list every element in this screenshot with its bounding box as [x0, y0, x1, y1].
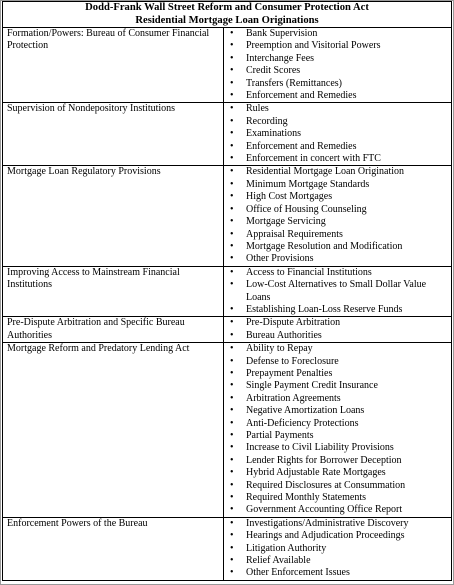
list-item: • Credit Scores: [228, 65, 447, 77]
provisions-list: [228, 518, 447, 580]
table-header-cell: [3, 2, 452, 28]
list-item: • Enforcement and Remedies: [228, 141, 447, 153]
list-item: • Mortgage Resolution and Modification: [228, 241, 447, 253]
list-item: • Rules: [228, 103, 447, 115]
list-item: • Other Provisions: [228, 253, 447, 265]
list-item: • Relief Available: [228, 555, 447, 567]
list-item: • Preemption and Visitorial Powers: [228, 40, 447, 52]
table-row: [3, 166, 452, 266]
list-item: • Bureau Authorities: [228, 330, 447, 342]
list-item: • Litigation Authority: [228, 543, 447, 555]
list-item: • Establishing Loan-Loss Reserve Funds: [228, 304, 447, 316]
category-cell: Pre-Dispute Arbitration and Specific Bureau Authorities: [3, 317, 224, 343]
list-item: • Examinations: [228, 128, 447, 140]
list-item: • Government Accounting Office Report: [228, 504, 447, 516]
list-item: • Hearings and Adjudication Proceedings: [228, 530, 447, 542]
provisions-cell: [224, 266, 452, 317]
list-item: • Hybrid Adjustable Rate Mortgages: [228, 467, 447, 479]
category-cell: Formation/Powers: Bureau of Consumer Financial Protection: [3, 28, 224, 103]
table-row: [3, 343, 452, 518]
list-item: • Ability to Repay: [228, 343, 447, 355]
provisions-list: [228, 166, 447, 265]
list-item: • Bank Supervision: [228, 28, 447, 40]
table-row: [3, 517, 452, 580]
table-subtitle: Residential Mortgage Loan Originations: [135, 14, 319, 26]
list-item: • Other Enforcement Issues: [228, 567, 447, 579]
provisions-list: [228, 103, 447, 165]
list-item: • Enforcement and Remedies: [228, 90, 447, 102]
list-item: • Enforcement in concert with FTC: [228, 153, 447, 165]
provisions-list: [228, 317, 447, 342]
category-cell: Mortgage Loan Regulatory Provisions: [3, 166, 224, 266]
list-item: • Appraisal Requirements: [228, 229, 447, 241]
provisions-cell: [224, 28, 452, 103]
list-item: • Partial Payments: [228, 430, 447, 442]
provisions-cell: [224, 103, 452, 166]
provisions-cell: [224, 317, 452, 343]
list-item: • Prepayment Penalties: [228, 368, 447, 380]
category-cell: Enforcement Powers of the Bureau: [3, 517, 224, 580]
category-cell: Supervision of Nondepository Institutions: [3, 103, 224, 166]
provisions-table: [2, 1, 452, 581]
table-row: [3, 266, 452, 317]
provisions-cell: [224, 343, 452, 518]
list-item: • Interchange Fees: [228, 53, 447, 65]
table-row: [3, 317, 452, 343]
list-item: • Office of Housing Counseling: [228, 204, 447, 216]
list-item: • Lender Rights for Borrower Deception: [228, 455, 447, 467]
list-item: • Residential Mortgage Loan Origination: [228, 166, 447, 178]
table-header-row: [3, 2, 452, 28]
list-item: • Investigations/Administrative Discovery: [228, 518, 447, 530]
category-cell: Improving Access to Mainstream Financial Institutions: [3, 266, 224, 317]
table-row: [3, 103, 452, 166]
list-item: • Pre-Dispute Arbitration: [228, 317, 447, 329]
category-cell: Mortgage Reform and Predatory Lending Act: [3, 343, 224, 518]
list-item: • Single Payment Credit Insurance: [228, 380, 447, 392]
list-item: • Increase to Civil Liability Provisions: [228, 442, 447, 454]
table-row: [3, 28, 452, 103]
provisions-list: [228, 267, 447, 317]
list-item: • High Cost Mortgages: [228, 191, 447, 203]
list-item: • Anti-Deficiency Protections: [228, 418, 447, 430]
provisions-cell: [224, 517, 452, 580]
list-item: • Low-Cost Alternatives to Small Dollar Value Loans: [228, 279, 447, 304]
list-item: • Negative Amortization Loans: [228, 405, 447, 417]
list-item: • Access to Financial Institutions: [228, 267, 447, 279]
provisions-cell: [224, 166, 452, 266]
table-title: Dodd-Frank Wall Street Reform and Consumer Protection Act: [85, 2, 369, 13]
list-item: • Defense to Foreclosure: [228, 356, 447, 368]
provisions-list: [228, 28, 447, 102]
list-item: • Minimum Mortgage Standards: [228, 179, 447, 191]
list-item: • Transfers (Remittances): [228, 78, 447, 90]
list-item: • Recording: [228, 116, 447, 128]
list-item: • Required Monthly Statements: [228, 492, 447, 504]
provisions-list: [228, 343, 447, 517]
list-item: • Mortgage Servicing: [228, 216, 447, 228]
list-item: • Arbitration Agreements: [228, 393, 447, 405]
list-item: • Required Disclosures at Consummation: [228, 480, 447, 492]
